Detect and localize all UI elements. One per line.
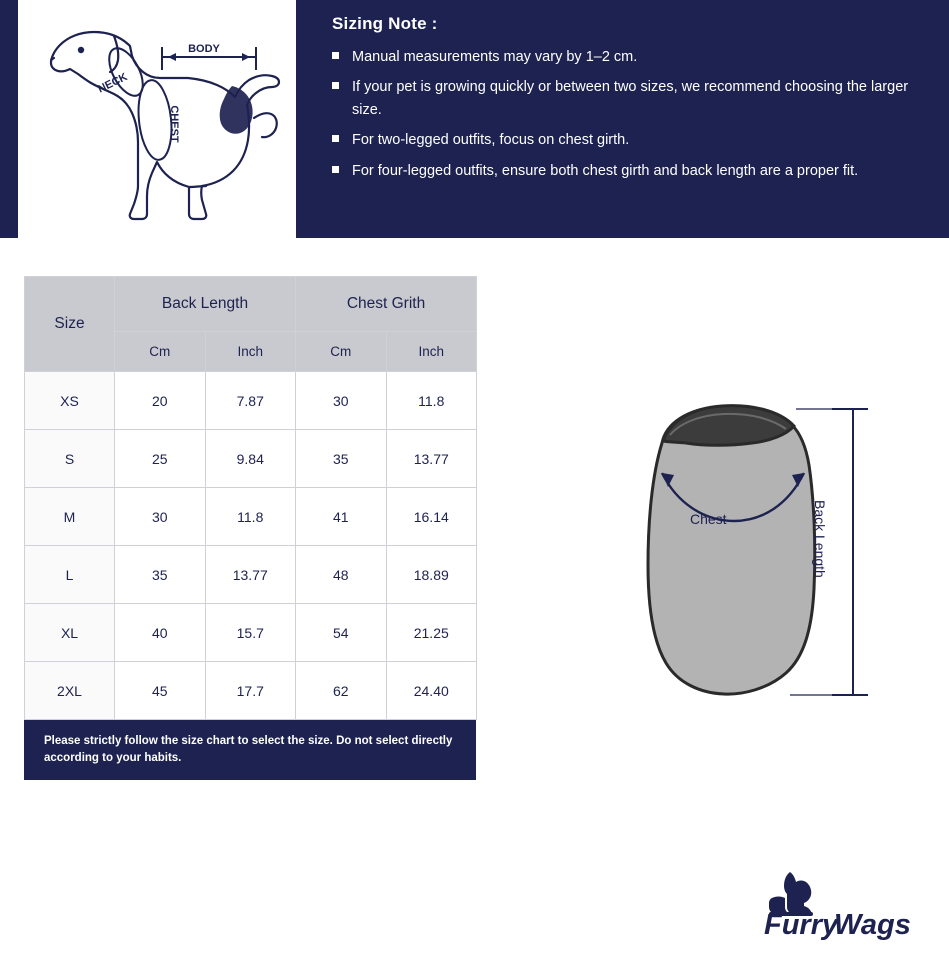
square-bullet-icon bbox=[332, 166, 339, 173]
cell-back-cm: 45 bbox=[115, 662, 206, 720]
cell-chest-inch: 16.14 bbox=[386, 488, 477, 546]
table-row bbox=[25, 372, 477, 430]
garment-measurement-diagram bbox=[600, 395, 900, 715]
cell-back-inch: 13.77 bbox=[205, 546, 296, 604]
cell-back-cm: 35 bbox=[115, 546, 206, 604]
sizing-note-panel bbox=[296, 0, 949, 238]
cell-chest-inch: 21.25 bbox=[386, 604, 477, 662]
sizing-note-title: Sizing Note : bbox=[332, 14, 438, 33]
list-item bbox=[332, 76, 919, 121]
square-bullet-icon bbox=[332, 52, 339, 59]
cell-back-inch: 7.87 bbox=[205, 372, 296, 430]
table-subheader-back-cm: Cm bbox=[115, 332, 206, 372]
table-row bbox=[25, 662, 477, 720]
cell-chest-inch: 18.89 bbox=[386, 546, 477, 604]
table-subheader-chest-cm: Cm bbox=[296, 332, 387, 372]
cell-chest-cm: 30 bbox=[296, 372, 387, 430]
cell-back-cm: 30 bbox=[115, 488, 206, 546]
table-row bbox=[25, 546, 477, 604]
dog-label-neck: NECK bbox=[96, 71, 130, 96]
cell-back-cm: 40 bbox=[115, 604, 206, 662]
sizing-note-text: Manual measurements may vary by 1–2 cm. bbox=[352, 49, 638, 65]
square-bullet-icon bbox=[332, 135, 339, 142]
cell-chest-inch: 13.77 bbox=[386, 430, 477, 488]
cell-size: L bbox=[25, 546, 115, 604]
cell-back-cm: 20 bbox=[115, 372, 206, 430]
cell-back-inch: 15.7 bbox=[205, 604, 296, 662]
cell-back-cm: 25 bbox=[115, 430, 206, 488]
cell-chest-inch: 11.8 bbox=[386, 372, 477, 430]
sizing-note-list bbox=[332, 46, 919, 182]
cell-back-inch: 11.8 bbox=[205, 488, 296, 546]
list-item bbox=[332, 160, 919, 182]
table-subheader-chest-inch: Inch bbox=[386, 332, 477, 372]
navy-accent-bar bbox=[0, 0, 18, 238]
cell-chest-cm: 35 bbox=[296, 430, 387, 488]
sizing-note-text: For four-legged outfits, ensure both chest girth and back length are a proper fit. bbox=[352, 162, 859, 179]
cell-size: S bbox=[25, 430, 115, 488]
table-header-chest-girth: Chest Grith bbox=[296, 277, 477, 332]
cell-chest-cm: 41 bbox=[296, 488, 387, 546]
list-item bbox=[332, 129, 919, 151]
table-row bbox=[25, 604, 477, 662]
cell-chest-cm: 48 bbox=[296, 546, 387, 604]
table-header-back-length: Back Length bbox=[115, 277, 296, 332]
top-band bbox=[0, 0, 949, 238]
table-row bbox=[25, 430, 477, 488]
cell-size: 2XL bbox=[25, 662, 115, 720]
cell-size: XS bbox=[25, 372, 115, 430]
garment-back-length-label: Back Length bbox=[812, 500, 828, 578]
brand-name-part1: Furry bbox=[764, 909, 839, 940]
cell-chest-cm: 54 bbox=[296, 604, 387, 662]
cell-back-inch: 9.84 bbox=[205, 430, 296, 488]
cell-chest-cm: 62 bbox=[296, 662, 387, 720]
dog-label-chest: CHEST bbox=[168, 105, 180, 143]
garment-chest-label: Chest bbox=[690, 511, 727, 527]
list-item bbox=[332, 46, 919, 68]
cell-size: M bbox=[25, 488, 115, 546]
size-chart-footer-note: Please strictly follow the size chart to select the size. Do not select directly according to your habits. bbox=[24, 720, 476, 780]
brand-logo bbox=[736, 868, 936, 940]
table-header-size: Size bbox=[25, 277, 115, 372]
cell-back-inch: 17.7 bbox=[205, 662, 296, 720]
dog-measurement-illustration bbox=[18, 0, 296, 238]
sizing-note-text: If your pet is growing quickly or between two sizes, we recommend choosing the larger size. bbox=[352, 79, 909, 118]
table-row bbox=[25, 488, 477, 546]
brand-name-part2: Wags bbox=[834, 909, 911, 940]
size-table bbox=[24, 276, 477, 720]
cell-size: XL bbox=[25, 604, 115, 662]
square-bullet-icon bbox=[332, 82, 339, 89]
cell-chest-inch: 24.40 bbox=[386, 662, 477, 720]
table-subheader-back-inch: Inch bbox=[205, 332, 296, 372]
dog-label-body: BODY bbox=[188, 43, 220, 55]
sizing-note-text: For two-legged outfits, focus on chest girth. bbox=[352, 132, 630, 149]
size-chart bbox=[24, 276, 476, 780]
table-header-row bbox=[25, 277, 477, 332]
